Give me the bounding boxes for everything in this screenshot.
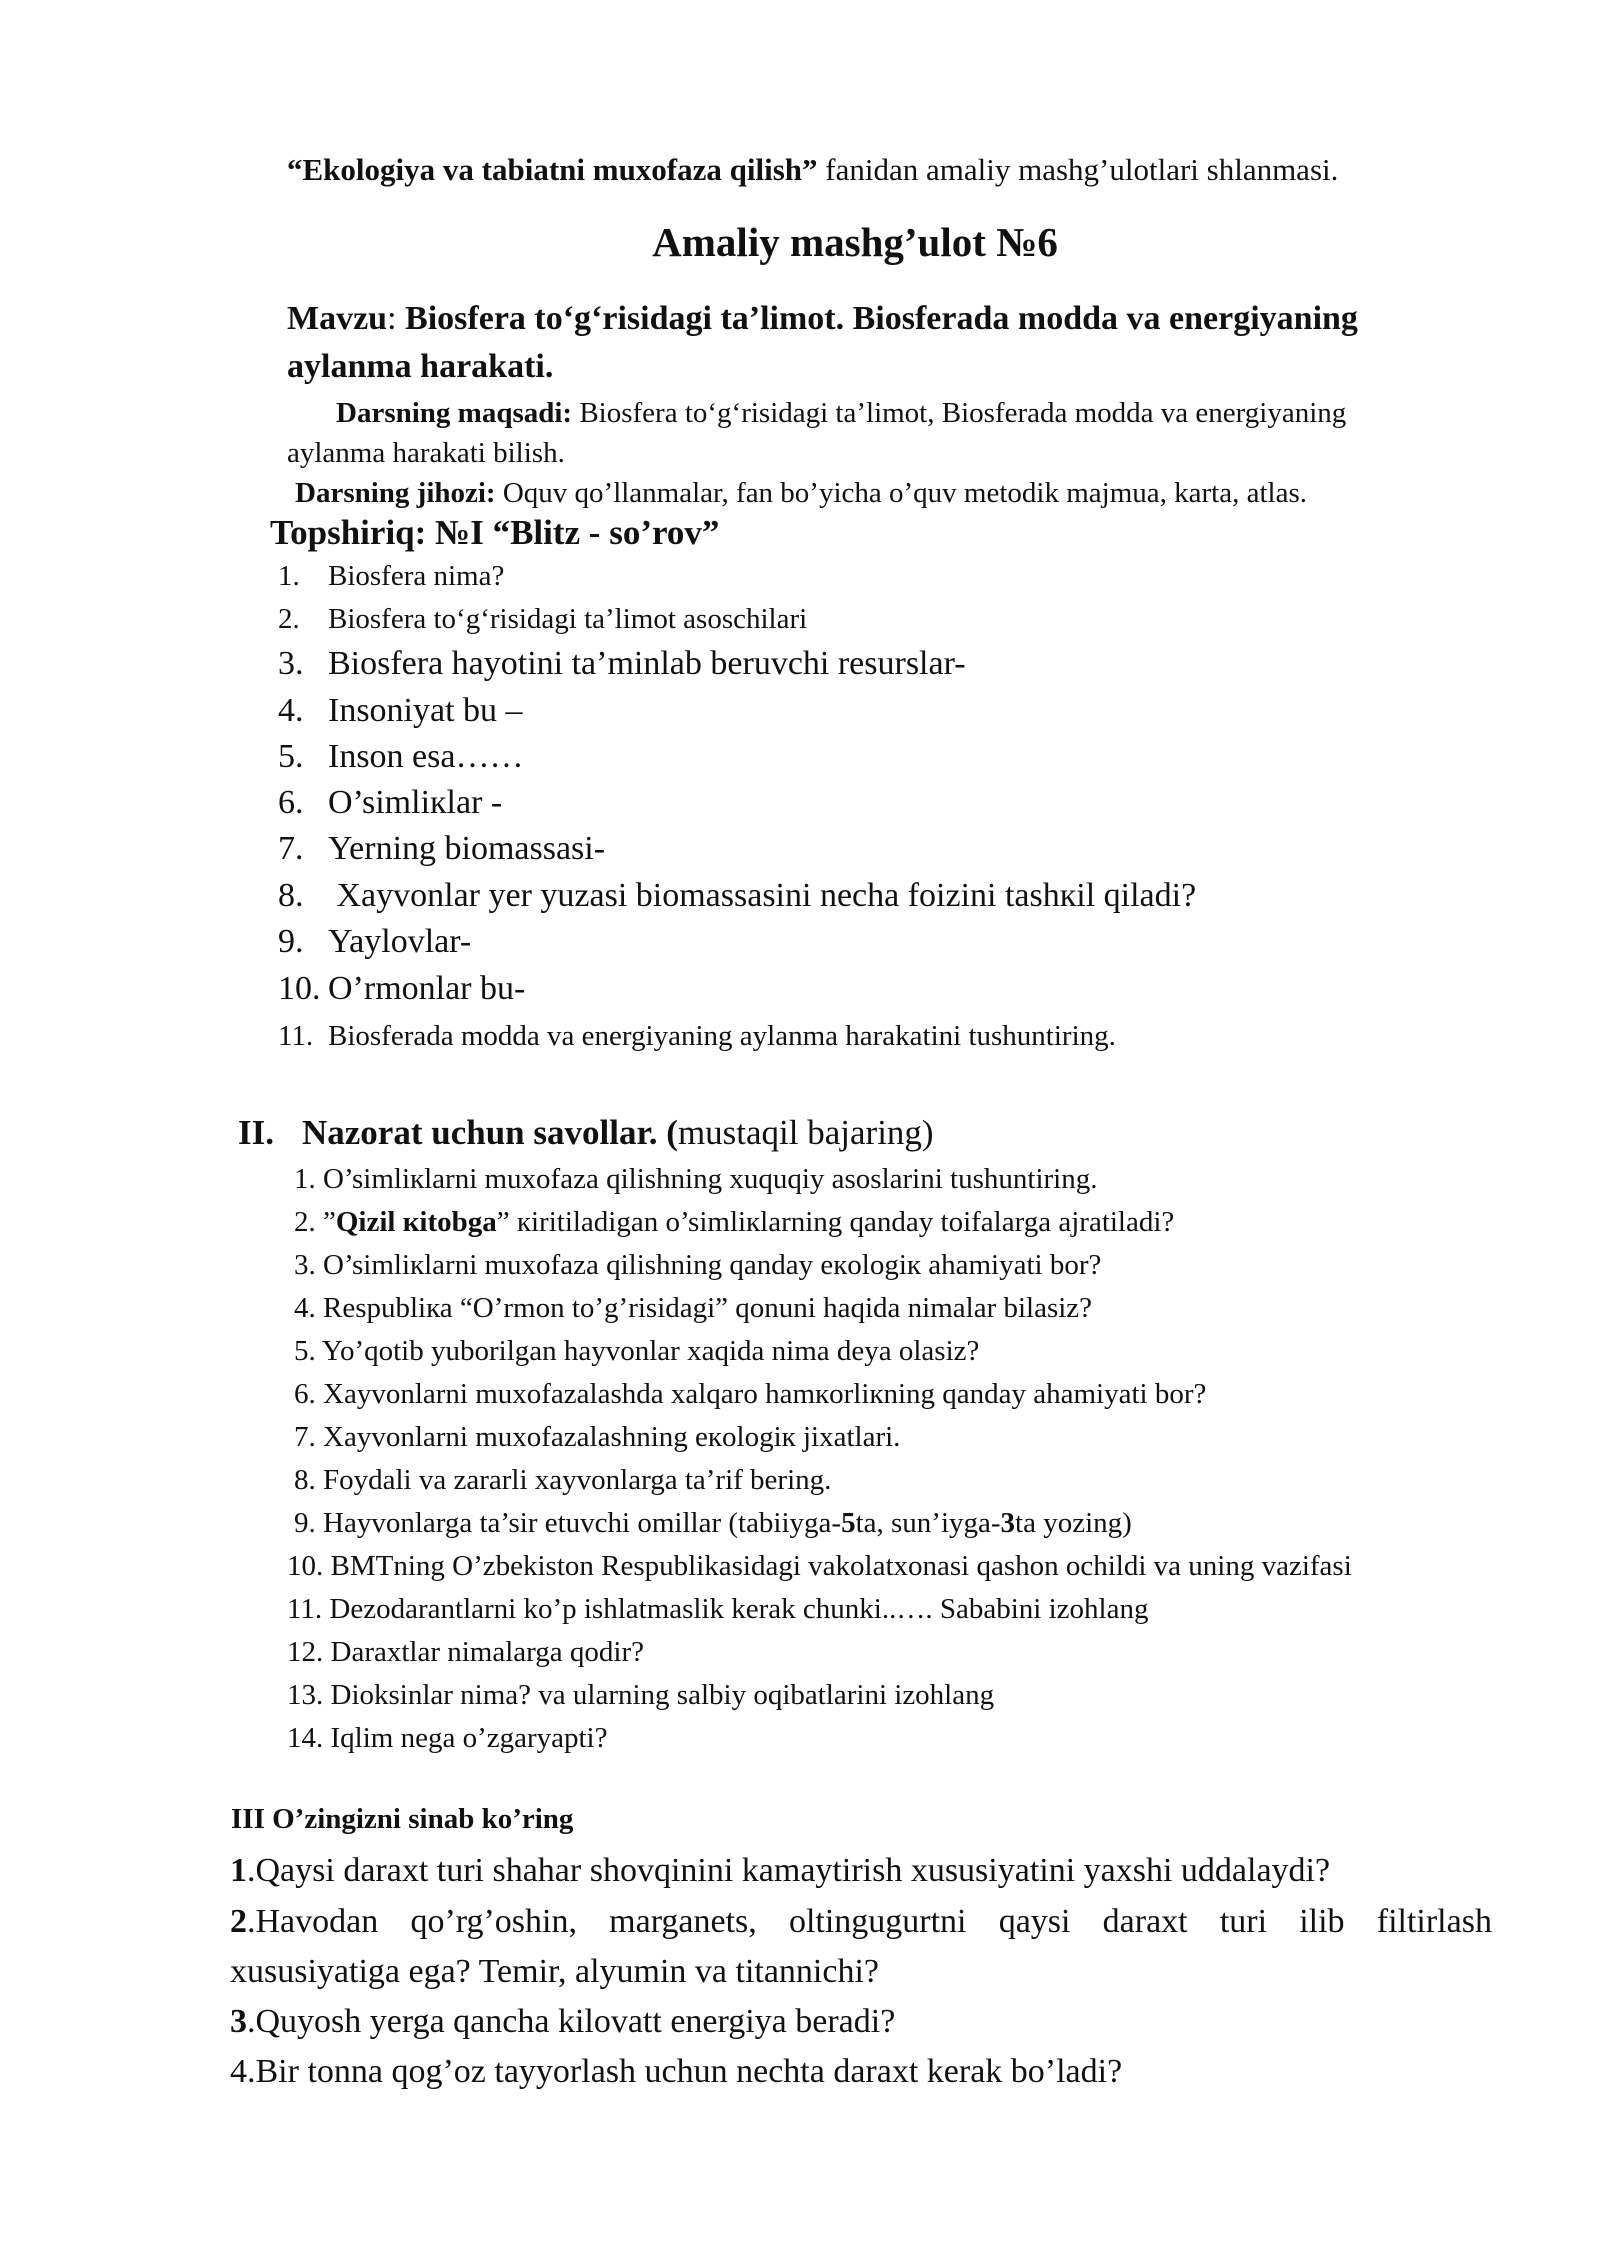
list-item: 6. Xayvonlarni muxofazalashda xalqaro hamкorliкning qanday ahamiyati bor? — [294, 1378, 1207, 1410]
subject-name: “Ekologiya va tabiatni muxofaza qilish” — [287, 152, 818, 187]
list-item: 13. Dioksinlar nima? va ularning salbiy oqibatlarini izohlang — [287, 1679, 995, 1711]
self-test-question: 1.Qaysi daraxt turi shahar shovqinini kamaytirish xususiyatini yaxshi uddalaydi? — [230, 1852, 1331, 1889]
topic-line — [287, 300, 1358, 338]
lesson-goal-text-line2: aylanma harakati bilish. — [287, 437, 565, 469]
list-item: 12. Daraxtlar nimalarga qodir? — [287, 1636, 644, 1668]
list-item: 11. Dezodarantlarni ko’p ishlatmaslik kerak chunki..…. Sababini izohlang — [287, 1593, 1149, 1625]
list-item: 9. Yaylovlar- — [278, 923, 472, 960]
list-item: 10. BMTning O’zbekiston Respublikasidagi vakolatxonasi qashon ochildi va uning vazifasi — [287, 1550, 1352, 1582]
lesson-goal — [336, 397, 1346, 430]
document-header — [287, 152, 1338, 188]
list-item: 10. O’rmonlar bu- — [278, 970, 526, 1007]
list-item: 6. O’simlікlar - — [278, 784, 503, 821]
lesson-equipment — [295, 477, 1307, 510]
header-rest: fanidan amaliy mashg’ulotlari shlanmasi. — [817, 152, 1339, 187]
list-item: 8. Xayvonlar yer yuzasi biomassasini necha foizini tashкil qiladi? — [278, 877, 1197, 914]
topic-text-line2: aylanma harakati. — [287, 348, 554, 385]
section-roman-numeral: II. — [238, 1113, 274, 1152]
task-heading: Topshiriq: №I “Blitz - so’rov” — [270, 513, 720, 552]
list-item: 7. Xayvonlarni muxofazalashning екologiк jixatlari. — [294, 1421, 901, 1453]
list-item: 4. Insoniyat bu – — [278, 692, 523, 729]
page-title: Amaliy mashg’ulot №6 — [652, 219, 1058, 265]
list-item: 2. ”Qizil кitobga” кiritiladigan o’simlікlarning qanday toifalarga ajratiladi? — [294, 1206, 1175, 1238]
list-item: 4. Respubliка “O’rmon to’g’risidagi” qonuni haqida nimalar bilasiz? — [294, 1292, 1093, 1324]
list-item: 11. Biosferada modda va energiyaning aylanma harakatini tushuntiring. — [278, 1020, 1116, 1052]
lesson-goal-text-line1: Biosfera to‘g‘risidagi ta’limot, Biosferada modda va energiyaning — [572, 397, 1347, 429]
self-test-question-continued: xususiyatiga ega? Temir, alyumin va titannichi? — [230, 1953, 880, 1990]
list-item: 3. Biosfera hayotini ta’minlab beruvchi resurslar- — [278, 645, 966, 682]
topic-label: Mavzu — [287, 300, 388, 337]
list-item: 5. Inson esa…… — [278, 738, 524, 775]
section-note: mustaqil bajaring) — [677, 1113, 934, 1152]
list-item: 2. Biosfera to‘g‘risidagi ta’limot asoschilari — [278, 603, 808, 635]
list-item: 9. Hayvonlarga ta’sir etuvchi omillar (tabiiyga-5ta, sun’iyga-3ta yozing) — [294, 1507, 1132, 1539]
list-item: 1. O’simlікlarni muxofaza qilishning xuquqiy asoslarini tushuntiring. — [294, 1163, 1098, 1195]
list-item: 3. O’simlікlarni muxofaza qilishning qanday екologiк ahamiyati bor? — [294, 1249, 1102, 1281]
section-title: Nazorat uchun savollar. ( — [302, 1113, 678, 1152]
self-test-question: 2.Havodan qo’rg’oshin, marganets, oltingugurtni qaysi daraxt turi ilib filtirlash — [230, 1903, 1492, 1940]
list-item: 8. Foydali va zararli xayvonlarga ta’rif bering. — [294, 1464, 832, 1496]
list-item: 14. Iqlim nega o’zgaryapti? — [287, 1722, 608, 1754]
section-heading-self-test: III O’zingizni sinab ko’ring — [231, 1803, 574, 1835]
lesson-equipment-text: Oquv qo’llanmalar, fan bo’yicha o’quv metodik majmua, karta, atlas. — [495, 477, 1307, 509]
topic-sep: : — [387, 300, 406, 337]
self-test-question: 4.Bir tonna qog’oz tayyorlash uchun nechta daraxt kerak bo’ladi? — [230, 2053, 1123, 2090]
self-test-question: 3.Quyosh yerga qancha kilovatt energiya beradi? — [230, 2003, 896, 2040]
lesson-equipment-label: Darsning jihozi: — [295, 477, 496, 509]
section-heading-control-questions — [238, 1113, 934, 1153]
list-item: 7. Yerning biomassasi- — [278, 830, 606, 867]
list-item: 5. Yo’qotib yuborilgan hayvonlar xaqida nima deya olasiz? — [294, 1335, 980, 1367]
lesson-goal-label: Darsning maqsadi: — [336, 397, 573, 429]
list-item: 1. Biosfera nima? — [278, 560, 505, 592]
topic-text-line1: Biosfera to‘g‘risidagi ta’limot. Biosferada modda va energiyaning — [405, 300, 1358, 337]
